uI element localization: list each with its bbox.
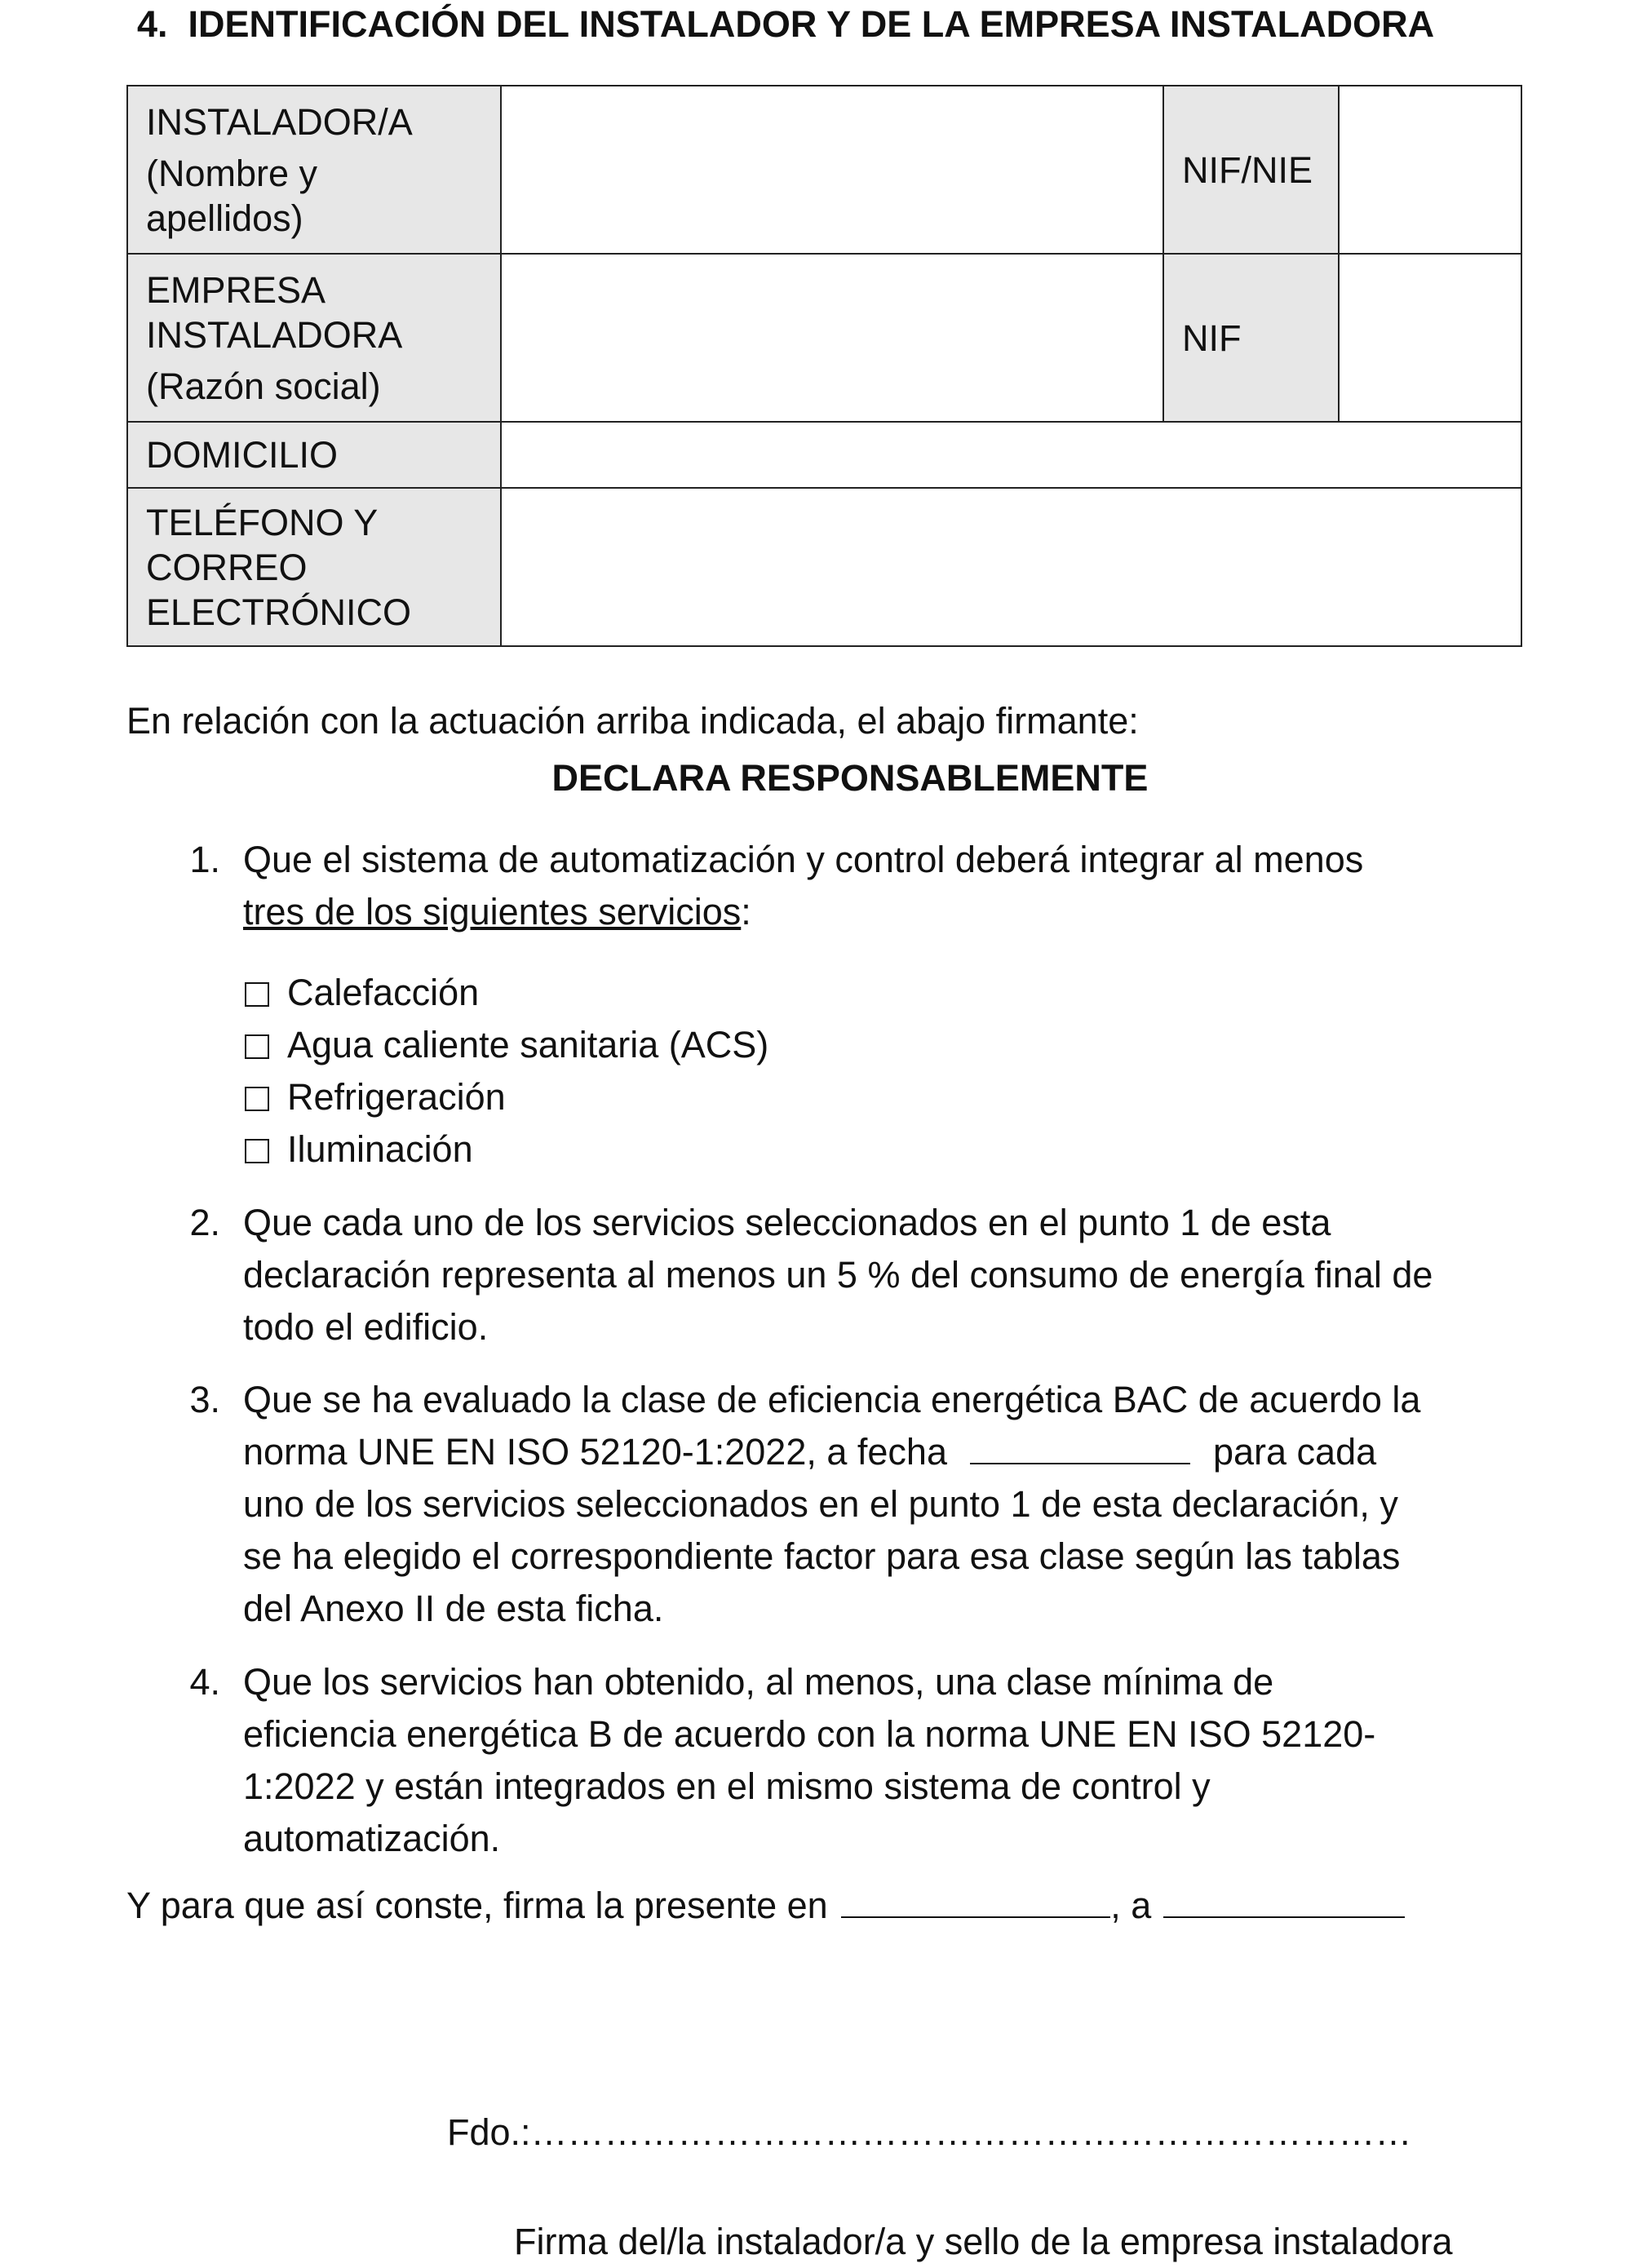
checkbox-icon[interactable] (245, 1087, 269, 1111)
item-2-line-2: declaración representa al menos un 5 % del consumo de energía final de (243, 1254, 1433, 1296)
service-option-heating[interactable] (245, 967, 479, 1019)
item-4-number: 4. (189, 1661, 220, 1703)
address-label: DOMICILIO (127, 422, 501, 488)
item-1-line-1: Que el sistema de automatización y control deberá integrar al menos (243, 839, 1364, 880)
signature-caption: Firma del/la instalador/a y sello de la empresa instaladora (514, 2221, 1453, 2262)
address-field[interactable] (501, 422, 1521, 488)
identification-table (126, 85, 1522, 647)
item-3-text (243, 1374, 1420, 1635)
service-option-cooling[interactable] (245, 1071, 506, 1123)
item-3-line-2b: para cada (1212, 1431, 1377, 1473)
date-signing-blank-field[interactable] (1163, 1884, 1405, 1918)
item-2-number: 2. (189, 1202, 220, 1243)
company-label-cell (127, 254, 501, 422)
checkbox-icon[interactable] (245, 1139, 269, 1163)
item-3-line-2 (243, 1426, 1420, 1478)
company-label-sub: (Razón social) (146, 365, 381, 407)
signature-line[interactable]: Fdo.:……………………………………………………………… (447, 2111, 1412, 2153)
contact-label-3: ELECTRÓNICO (146, 591, 412, 633)
closing-text-1: Y para que así conste, firma la presente en (126, 1885, 828, 1926)
installer-name-field[interactable] (501, 86, 1163, 254)
item-1-number: 1. (189, 839, 220, 880)
item-2-line-3: todo el edificio. (243, 1306, 489, 1348)
installer-label: INSTALADOR/A (146, 100, 413, 143)
item-1-text (243, 834, 1363, 938)
item-3-line-4: se ha elegido el correspondiente factor para esa clase según las tablas (243, 1535, 1401, 1577)
service-option-hot-water[interactable] (245, 1019, 768, 1071)
company-name-field[interactable] (501, 254, 1163, 422)
item-1-colon: : (741, 891, 751, 932)
closing-line (126, 1880, 1405, 1932)
item-4-text (243, 1656, 1375, 1865)
nif-nie-field[interactable] (1339, 86, 1521, 254)
item-4-line-3: 1:2022 y están integrados en el mismo sistema de control y (243, 1765, 1211, 1807)
table-row-contact (127, 488, 1521, 646)
item-3-line-1: Que se ha evaluado la clase de eficiencia energética BAC de acuerdo la (243, 1379, 1421, 1420)
closing-text-2: , a (1110, 1885, 1152, 1926)
intro-text: En relación con la actuación arriba indicada, el abajo firmante: (126, 700, 1139, 742)
company-label-2: INSTALADORA (146, 313, 403, 356)
item-3-line-2a: norma UNE EN ISO 52120-1:2022, a fecha (243, 1431, 947, 1473)
section-title: IDENTIFICACIÓN DEL INSTALADOR Y DE LA EMPRESA INSTALADORA (188, 3, 1435, 45)
item-3-line-3: uno de los servicios seleccionados en el punto 1 de esta declaración, y (243, 1483, 1398, 1525)
section-heading (137, 3, 1434, 46)
item-3-number: 3. (189, 1379, 220, 1420)
nif-field[interactable] (1339, 254, 1521, 422)
section-number: 4. (137, 3, 168, 45)
contact-field[interactable] (501, 488, 1521, 646)
contact-label-cell (127, 488, 501, 646)
item-4-line-2: eficiencia energética B de acuerdo con la norma UNE EN ISO 52120- (243, 1713, 1376, 1755)
item-3-line-5: del Anexo II de esta ficha. (243, 1588, 664, 1629)
checkbox-icon[interactable] (245, 982, 269, 1007)
service-label: Agua caliente sanitaria (ACS) (287, 1024, 769, 1065)
table-row-installer (127, 86, 1521, 254)
service-label: Iluminación (287, 1128, 473, 1170)
contact-label-1: TELÉFONO Y (146, 501, 379, 543)
nif-label: NIF (1163, 254, 1339, 422)
contact-label-2: CORREO (146, 546, 308, 588)
item-1-underlined: tres de los siguientes servicios (243, 891, 742, 932)
nif-nie-label: NIF/NIE (1163, 86, 1339, 254)
item-4-line-4: automatización. (243, 1818, 501, 1859)
service-option-lighting[interactable] (245, 1123, 473, 1176)
date-blank-field[interactable] (970, 1430, 1190, 1464)
table-row-address (127, 422, 1521, 488)
place-blank-field[interactable] (841, 1884, 1110, 1918)
item-4-line-1: Que los servicios han obtenido, al menos, una clase mínima de (243, 1661, 1274, 1703)
installer-label-cell (127, 86, 501, 254)
installer-label-sub: (Nombre y (146, 152, 318, 194)
table-row-company (127, 254, 1521, 422)
item-2-text (243, 1197, 1433, 1353)
declaration-title: DECLARA RESPONSABLEMENTE (551, 757, 1149, 799)
item-2-line-1: Que cada uno de los servicios seleccionados en el punto 1 de esta (243, 1202, 1331, 1243)
installer-label-sub2: apellidos) (146, 197, 303, 239)
service-label: Refrigeración (287, 1076, 506, 1118)
company-label: EMPRESA (146, 268, 326, 311)
service-label: Calefacción (287, 972, 480, 1013)
checkbox-icon[interactable] (245, 1034, 269, 1059)
item-1-line-2 (243, 886, 1363, 938)
